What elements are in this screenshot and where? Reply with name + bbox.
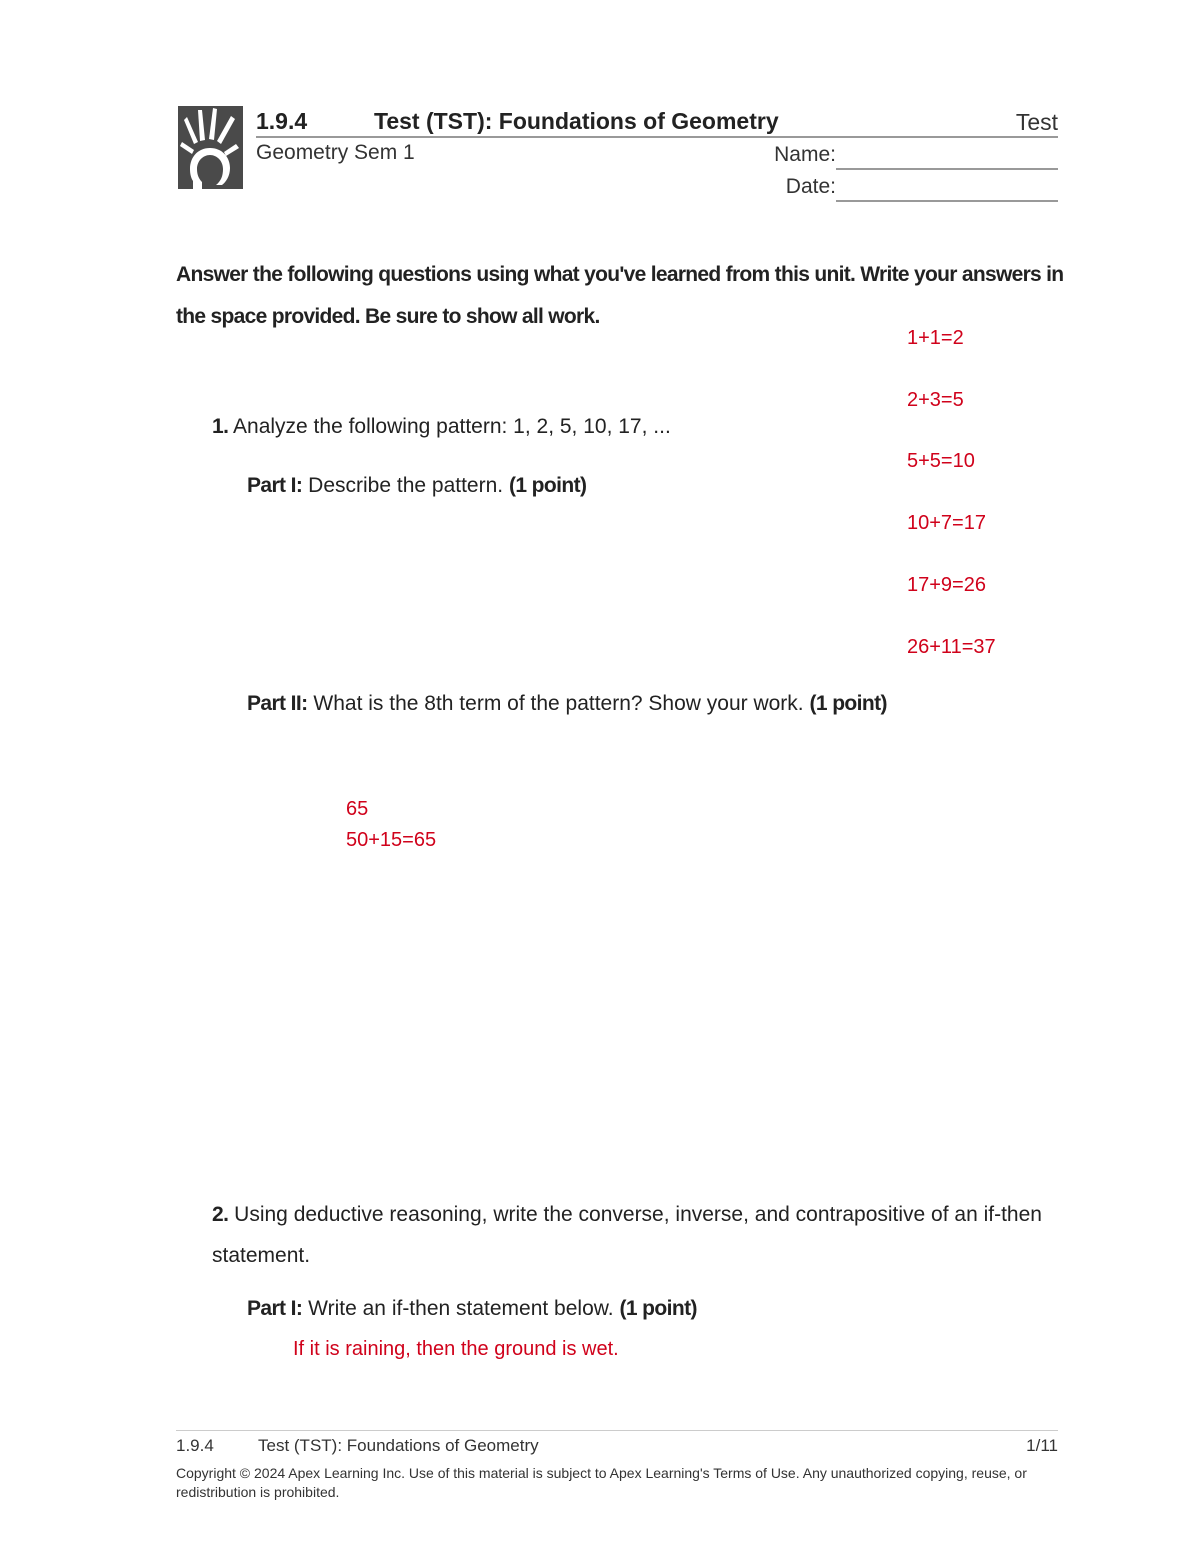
question-2 [212, 1194, 1072, 1276]
question-2-number: 2. [212, 1203, 229, 1226]
work-line: 1+1=2 [907, 327, 964, 349]
part-label: Part I: [247, 474, 303, 497]
answer-work: 50+15=65 [346, 829, 437, 851]
part-label: Part I: [247, 1297, 303, 1320]
header-divider [256, 136, 1058, 138]
work-line: 2+3=5 [907, 389, 964, 411]
footer-lesson-number: 1.9.4 [176, 1436, 214, 1455]
part-text: Write an if-then statement below. [308, 1297, 614, 1320]
footer-lesson-title: Test (TST): Foundations of Geometry [258, 1436, 539, 1455]
part-points: (1 point) [508, 474, 587, 497]
question-1-part-2 [247, 692, 887, 716]
name-label: Name: [774, 143, 836, 166]
part-text: What is the 8th term of the pattern? Show your work. [313, 692, 804, 715]
work-line: 26+11=37 [907, 636, 996, 658]
part-points: (1 point) [809, 692, 887, 715]
page-number: 1/11 [1026, 1436, 1058, 1455]
work-line: 10+7=17 [907, 512, 986, 534]
activity-type: Test [1015, 109, 1058, 135]
date-label: Date: [785, 175, 836, 198]
instructions: Answer the following questions using what you've learned from this unit. Write your answers in the space provided. Be sure to show all work. [176, 263, 1064, 328]
course-name: Geometry Sem 1 [256, 141, 415, 164]
footer-divider [176, 1430, 1058, 1431]
date-field[interactable] [836, 200, 1058, 202]
if-then-answer: If it is raining, then the ground is wet. [293, 1338, 619, 1360]
question-1-number: 1. [212, 415, 229, 438]
name-field[interactable] [836, 168, 1058, 170]
lesson-number: 1.9.4 [256, 108, 308, 134]
answer-value: 65 [346, 798, 369, 820]
question-1-text: Analyze the following pattern: 1, 2, 5, 10, 17, ... [233, 415, 671, 438]
question-1-part-1 [247, 474, 586, 498]
lesson-title: Test (TST): Foundations of Geometry [374, 108, 779, 134]
question-1 [212, 415, 671, 439]
part-text: Describe the pattern. [308, 474, 504, 497]
apex-sunburst-logo-icon [178, 106, 243, 189]
work-line: 5+5=10 [907, 450, 975, 472]
question-2-text: Using deductive reasoning, write the converse, inverse, and contrapositive of an if-then statement. [212, 1203, 1042, 1267]
work-line: 17+9=26 [907, 574, 986, 596]
part-points: (1 point) [619, 1297, 697, 1320]
question-2-part-1 [247, 1297, 697, 1321]
part-label: Part II: [247, 692, 308, 715]
copyright-notice: Copyright © 2024 Apex Learning Inc. Use of this material is subject to Apex Learning's Terms of Use. Any unauthorized copying, reuse, or redistribution is prohibited. [176, 1465, 1027, 1500]
